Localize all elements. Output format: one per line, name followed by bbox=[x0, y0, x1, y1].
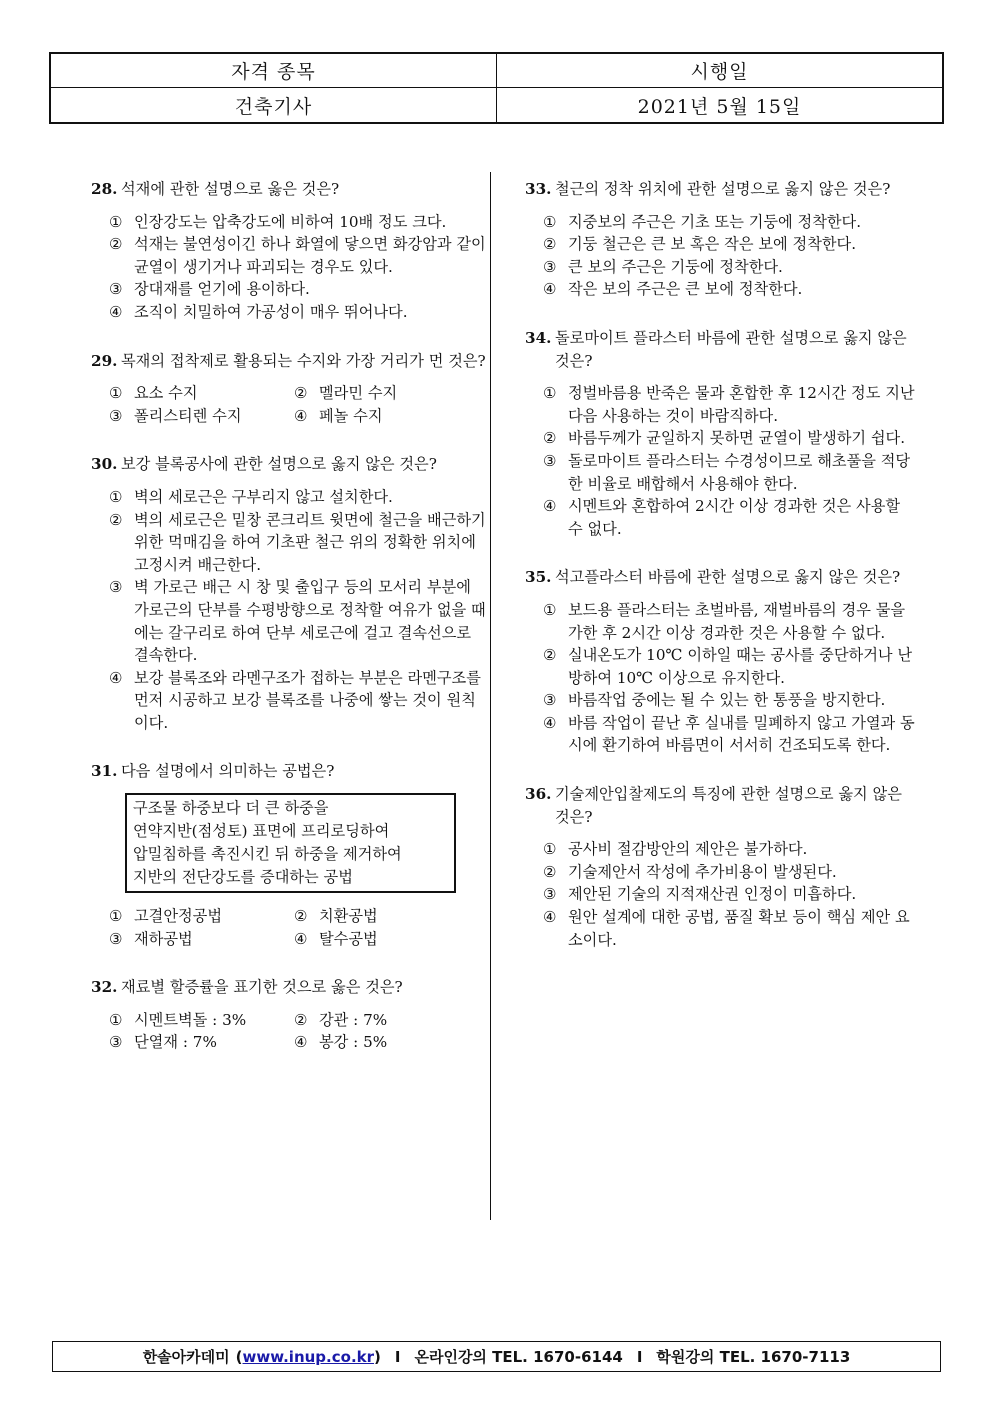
box-line: 구조물 하중보다 더 큰 하중을 bbox=[133, 799, 329, 818]
option-3: ③ 돌로마이트 플라스터는 수경성이므로 해초풀을 적당한 비율로 배합해서 사용해야 한다. bbox=[543, 451, 911, 493]
description-box bbox=[125, 793, 456, 893]
option-2: ② 치환공법 bbox=[294, 907, 378, 926]
option-1: ① 시멘트벽돌 : 3% bbox=[109, 1010, 247, 1029]
question-32 bbox=[91, 976, 486, 1054]
question-text: 석재에 관한 설명으로 옳은 것은? bbox=[121, 180, 340, 198]
paren-open: ( bbox=[235, 1347, 243, 1366]
separator: I bbox=[636, 1347, 643, 1366]
option-1: ① 고결안정공법 bbox=[109, 907, 223, 926]
question-number: 33. bbox=[525, 180, 552, 198]
offline-tel: 학원강의 TEL. 1670-7113 bbox=[656, 1348, 851, 1366]
option-1: ① 정벌바름용 반죽은 물과 혼합한 후 12시간 정도 지난 다음 사용하는 것이 바람직하다. bbox=[543, 384, 915, 425]
option-1: ① 공사비 절감방안의 제안은 불가하다. bbox=[543, 840, 808, 859]
question-29 bbox=[91, 350, 486, 428]
separator: I bbox=[394, 1347, 401, 1366]
option-3: ③ 단열재 : 7% bbox=[109, 1033, 217, 1052]
option-3: ③ 장대재를 얻기에 용이하다. bbox=[109, 280, 310, 299]
question-text: 철근의 정착 위치에 관한 설명으로 옳지 않은 것은? bbox=[555, 180, 891, 198]
header-label-date: 시행일 bbox=[497, 54, 942, 88]
column-divider bbox=[490, 172, 491, 1220]
question-28 bbox=[91, 178, 486, 324]
option-1: ① 인장강도는 압축강도에 비하여 10배 정도 크다. bbox=[109, 212, 447, 231]
option-2: ② 실내온도가 10℃ 이하일 때는 공사를 중단하거나 난방하여 10℃ 이상으로 유지한다. bbox=[543, 646, 913, 687]
option-1: ① 요소 수지 bbox=[109, 384, 198, 403]
online-tel: 온라인강의 TEL. 1670-6144 bbox=[414, 1348, 623, 1366]
option-3: ③ 재하공법 bbox=[109, 929, 193, 948]
question-36 bbox=[525, 783, 915, 951]
option-4: ④ 보강 블록조와 라멘구조가 접하는 부분은 라멘구조를 먼저 시공하고 보강 블록조를 나중에 쌓는 것이 원칙이다. bbox=[109, 668, 481, 732]
option-2: ② 석재는 불연성이긴 하나 화열에 닿으면 화강암과 같이 균열이 생기거나 파괴되는 경우도 있다. bbox=[109, 235, 486, 276]
question-33 bbox=[525, 178, 915, 301]
question-number: 28. bbox=[91, 180, 118, 198]
question-text: 기술제안입찰제도의 특징에 관한 설명으로 옳지 않은 것은? bbox=[555, 785, 902, 826]
option-1: ① 보드용 플라스터는 초벌바름, 재벌바름의 경우 물을 가한 후 2시간 이상 경과한 것은 사용할 수 없다. bbox=[543, 600, 906, 642]
option-3: ③ 폴리스티렌 수지 bbox=[109, 406, 242, 425]
question-text: 석고플라스터 바름에 관한 설명으로 옳지 않은 것은? bbox=[555, 568, 901, 587]
website-link[interactable]: www.inup.co.kr bbox=[242, 1347, 375, 1366]
question-text: 돌로마이트 플라스터 바름에 관한 설명으로 옳지 않은 것은? bbox=[555, 328, 907, 370]
option-2: ② 기둥 철근은 큰 보 혹은 작은 보에 정착한다. bbox=[543, 235, 857, 254]
option-4: ④ 페놀 수지 bbox=[294, 406, 383, 425]
question-number: 36. bbox=[525, 785, 552, 804]
option-2: ② 기술제안서 작성에 추가비용이 발생된다. bbox=[543, 862, 837, 881]
left-column bbox=[91, 178, 486, 1080]
option-2: ② 멜라민 수지 bbox=[294, 384, 398, 403]
option-4: ④ 탈수공법 bbox=[294, 929, 378, 948]
footer-bar bbox=[52, 1341, 941, 1372]
option-4: ④ 시멘트와 혼합하여 2시간 이상 경과한 것은 사용할 수 없다. bbox=[543, 497, 901, 538]
option-1: ① 지중보의 주근은 기초 또는 기둥에 정착한다. bbox=[543, 212, 862, 231]
option-4: ④ 원안 설계에 대한 공법, 품질 확보 등이 핵심 제안 요소이다. bbox=[543, 908, 910, 949]
question-number: 34. bbox=[525, 328, 552, 347]
academy-name: 한솔아카데미 bbox=[142, 1348, 230, 1366]
option-4: ④ 조직이 치밀하여 가공성이 매우 뛰어나다. bbox=[109, 302, 408, 321]
option-3: ③ 바름작업 중에는 될 수 있는 한 통풍을 방지한다. bbox=[543, 691, 886, 710]
question-35 bbox=[525, 566, 915, 757]
paren-close: ) bbox=[374, 1347, 381, 1366]
question-text: 목재의 접착제로 활용되는 수지와 가장 거리가 먼 것은? bbox=[121, 351, 486, 370]
option-2: ② 벽의 세로근은 밑창 콘크리트 윗면에 철근을 배근하기 위한 먹매김을 하여 기초판 철근 위의 정확한 위치에 고정시켜 배근한다. bbox=[109, 510, 486, 574]
question-number: 30. bbox=[91, 455, 118, 474]
exam-name: 건축기사 bbox=[51, 88, 497, 122]
option-3: ③ 큰 보의 주근은 기둥에 정착한다. bbox=[543, 257, 783, 276]
question-number: 32. bbox=[91, 978, 118, 997]
option-1: ① 벽의 세로근은 구부리지 않고 설치한다. bbox=[109, 487, 393, 506]
question-text: 재료별 할증률을 표기한 것으로 옳은 것은? bbox=[121, 978, 403, 997]
exam-date: 2021년 5월 15일 bbox=[637, 95, 802, 118]
option-3: ③ 제안된 기술의 지적재산권 인정이 미흡하다. bbox=[543, 885, 857, 904]
question-number: 31. bbox=[91, 762, 118, 781]
question-34 bbox=[525, 327, 915, 540]
box-line: 압밀침하를 촉진시킨 뒤 하중을 제거하여 bbox=[133, 845, 402, 864]
option-4: ④ 작은 보의 주근은 큰 보에 정착한다. bbox=[543, 280, 803, 299]
question-text: 보강 블록공사에 관한 설명으로 옳지 않은 것은? bbox=[121, 455, 437, 474]
question-number: 29. bbox=[91, 351, 118, 370]
option-2: ② 바름두께가 균일하지 못하면 균열이 발생하기 쉽다. bbox=[543, 429, 906, 448]
right-column bbox=[525, 178, 915, 977]
option-4: ④ 바름 작업이 끝난 후 실내를 밀폐하지 않고 가열과 동시에 환기하여 바름면이 서서히 건조되도록 한다. bbox=[543, 713, 915, 755]
box-line: 연약지반(점성토) 표면에 프리로딩하여 bbox=[133, 822, 390, 841]
option-4: ④ 봉강 : 5% bbox=[294, 1033, 388, 1052]
option-3: ③ 벽 가로근 배근 시 창 및 출입구 등의 모서리 부분에 가로근의 단부를 수평방향으로 정착할 여유가 없을 때에는 갈구리로 하여 단부 세로근에 걸고 결속선으로 결속한다. bbox=[109, 578, 486, 665]
question-text: 다음 설명에서 의미하는 공법은? bbox=[121, 762, 335, 781]
option-2: ② 강관 : 7% bbox=[294, 1010, 388, 1029]
question-31 bbox=[91, 760, 486, 950]
question-number: 35. bbox=[525, 568, 552, 587]
exam-header-table bbox=[49, 52, 944, 124]
box-line: 지반의 전단강도를 증대하는 공법 bbox=[133, 868, 353, 887]
header-label-subject: 자격 종목 bbox=[51, 54, 497, 88]
question-30 bbox=[91, 453, 486, 734]
